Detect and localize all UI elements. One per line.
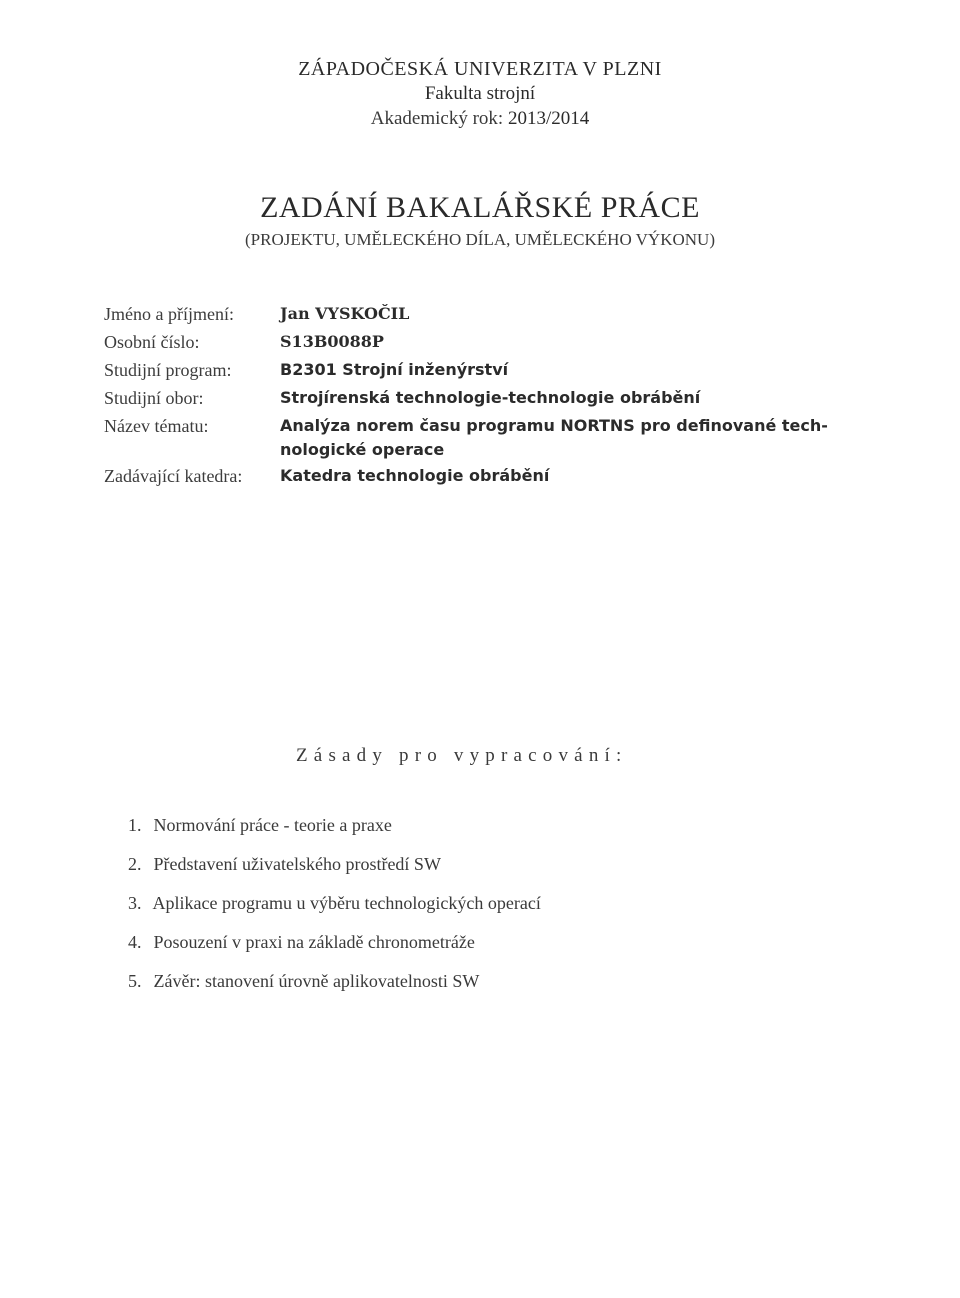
info-row-field (104, 384, 874, 412)
list-item (128, 806, 541, 845)
info-row-personal-number (104, 328, 874, 356)
academic-year-label: Akademický rok: (370, 108, 504, 129)
info-row-name (104, 300, 874, 328)
principles-heading: Zásady pro vypracování: (296, 745, 628, 766)
list-item-text: Závěr: stanovení úrovně aplikovatelnosti SW (153, 971, 480, 991)
list-item (128, 923, 541, 962)
info-row-department (104, 462, 874, 490)
academic-year-value: 2013/2014 (507, 108, 590, 129)
list-item-number: 3. (128, 893, 142, 913)
list-item-text: Aplikace programu u výběru technologických operací (152, 893, 541, 913)
list-item (128, 884, 541, 923)
info-row-study-program (104, 356, 874, 384)
list-item-text: Představení uživatelského prostředí SW (153, 854, 441, 874)
principles-list (128, 806, 541, 1001)
list-item-text: Posouzení v praxi na základě chronometráže (153, 932, 475, 952)
name-value: Jan VYSKOČIL (280, 304, 410, 323)
title-block (0, 190, 960, 252)
list-item-number: 5. (128, 971, 142, 991)
list-item-text: Normování práce - teorie a praxe (153, 815, 392, 835)
info-row-topic (104, 412, 874, 462)
personal-number-label: Osobní číslo: (104, 332, 200, 352)
student-info (104, 300, 874, 490)
list-item-number: 2. (128, 854, 142, 874)
document-subtitle: (PROJEKTU, UMĚLECKÉHO DÍLA, UMĚLECKÉHO VÝKONU) (245, 230, 715, 249)
personal-number-value: S13B0088P (280, 332, 384, 351)
topic-label: Název tématu: (104, 416, 209, 436)
name-label: Jméno a příjmení: (104, 304, 234, 324)
list-item-number: 4. (128, 932, 142, 952)
field-value: Strojírenská technologie-technologie obrábění (280, 388, 701, 407)
academic-year (0, 106, 960, 132)
faculty-name: Fakulta strojní (424, 83, 536, 104)
department-label: Zadávající katedra: (104, 466, 243, 486)
study-program-label: Studijní program: (104, 360, 232, 380)
university-name: ZÁPADOČESKÁ UNIVERZITA V PLZNI (298, 58, 662, 80)
document-header (0, 56, 960, 132)
department-value: Katedra technologie obrábění (280, 466, 550, 485)
topic-value-line-1: Analýza norem času programu NORTNS pro definované tech- (280, 416, 828, 435)
list-item (128, 845, 541, 884)
topic-value (280, 412, 874, 462)
study-program-value: B2301 Strojní inženýrství (280, 360, 509, 379)
list-item (128, 962, 541, 1001)
field-label: Studijní obor: (104, 388, 204, 408)
topic-value-line-2: nologické operace (280, 440, 445, 459)
document-title: ZADÁNÍ BAKALÁŘSKÉ PRÁCE (260, 191, 700, 224)
list-item-number: 1. (128, 815, 142, 835)
